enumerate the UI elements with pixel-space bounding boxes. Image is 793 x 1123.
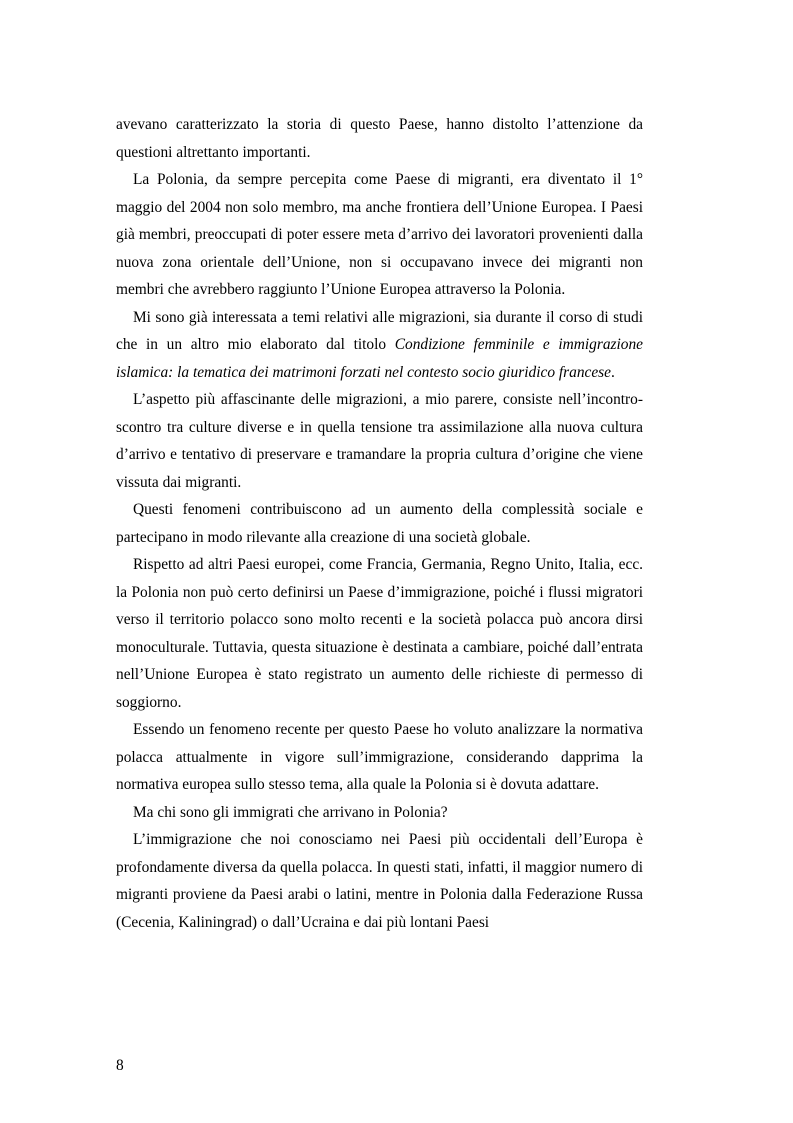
paragraph-aspetto-affascinante: L’aspetto più affascinante delle migrazioni, a mio parere, consiste nell’incontro-scontro tra culture diverse e in quella tensione tra assimilazione alla nuova cultura d’arrivo e tentativo di preservare e tramandare la propria cultura d’origine che viene vissuta dai migranti. xyxy=(116,391,643,491)
paragraph-paesi-europei: Rispetto ad altri Paesi europei, come Francia, Germania, Regno Unito, Italia, ecc. la Polonia non può certo definirsi un Paese d’immigrazione, poiché i flussi migratori verso il territorio polacco sono molto recenti e la società polacca può ancora dirsi monoculturale. Tuttavia, questa situazione è destinata a cambiare, poiché dall’entrata nell’Unione Europea è stato registrato un aumento delle richieste di permesso di soggiorno. xyxy=(116,556,643,711)
work-title: Condizione femminile e immigrazione islamica: la tematica dei matrimoni forzati nel contesto socio giuridico francese xyxy=(116,336,644,381)
paragraph-fenomeni: Questi fenomeni contribuiscono ad un aumento della complessità sociale e partecipano in modo rilevante alla creazione di una società globale. xyxy=(116,501,643,546)
paragraph-polonia-frontiera: La Polonia, da sempre percepita come Paese di migranti, era diventato il 1° maggio del 2004 non solo membro, ma anche frontiera dell’Unione Europea. I Paesi già membri, preoccupati di poter essere meta d’arrivo dei lavoratori provenienti dalla nuova zona orientale dell’Unione, non si occupavano invece dei migranti non membri che avrebbero raggiunto l’Unione Europea attraverso la Polonia. xyxy=(116,171,643,298)
body-text xyxy=(116,111,643,936)
paragraph-continuation: avevano caratterizzato la storia di questo Paese, hanno distolto l’attenzione da questioni altrettanto importanti. xyxy=(116,116,643,161)
paragraph-domanda: Ma chi sono gli immigrati che arrivano in Polonia? xyxy=(133,803,448,821)
paragraph-immigrazione-occidentale: L’immigrazione che noi conosciamo nei Paesi più occidentali dell’Europa è profondamente diversa da quella polacca. In questi stati, infatti, il maggior numero di migranti proviene da Paesi arabi o latini, mentre in Polonia dalla Federazione Russa (Cecenia, Kaliningrad) o dall’Ucraina e dai più lontani Paesi xyxy=(116,831,643,931)
paragraph-text: . xyxy=(611,363,615,381)
paragraph-normativa: Essendo un fenomeno recente per questo Paese ho voluto analizzare la normativa polacca attualmente in vigore sull’immigrazione, considerando dapprima la normativa europea sullo stesso tema, alla quale la Polonia si è dovuta adattare. xyxy=(116,721,643,793)
paragraph-text: Mi sono già interessata a temi relativi alle migrazioni, sia durante il corso di studi che in un altro mio elaborato dal titolo xyxy=(116,308,643,353)
paragraph-interesse-migrazioni xyxy=(116,304,643,387)
page-number: 8 xyxy=(116,1057,124,1074)
